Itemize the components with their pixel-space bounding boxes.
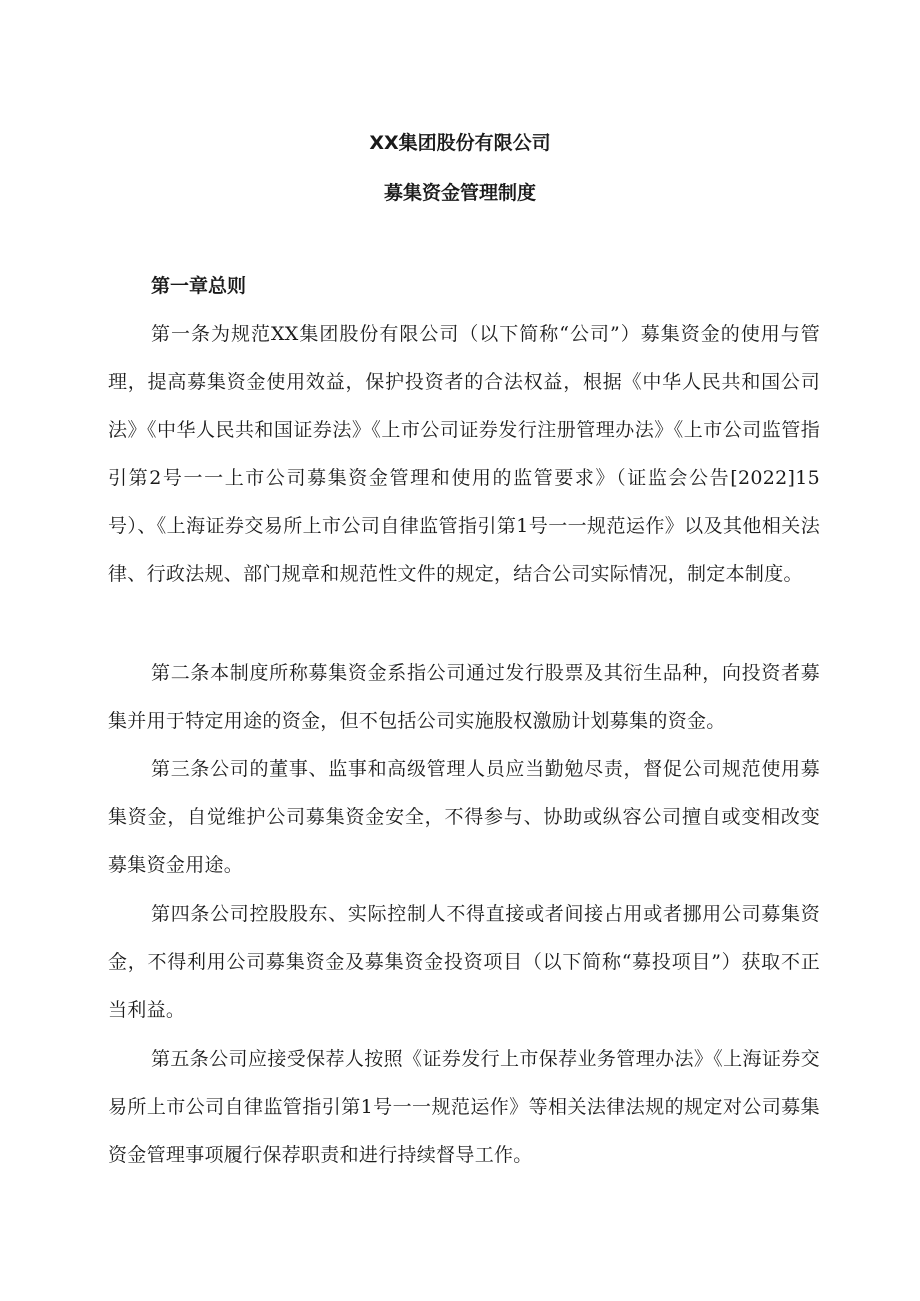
article-1: 第一条为规范XX集团股份有限公司（以下简称“公司”）募集资金的使用与管理，提高募集资金使用效益，保护投资者的合法权益，根据《中华人民共和国公司法》《中华人民共和国证券法》《上市公司证券发行注册管理办法》《上市公司监管指引第2号一一上市公司募集资金管理和使用的监管要求》（证监会公告[2022]15号）、《上海证券交易所上市公司自律监管指引第1号一一规范运作》以及其他相关法律、行政法规、部门规章和规范性文件的规定，结合公司实际情况，制定本制度。 — [108, 323, 820, 585]
article-3: 第三条公司的董事、监事和高级管理人员应当勤勉尽责，督促公司规范使用募集资金，自觉维护公司募集资金安全，不得参与、协助或纵容公司擅自或变相改变募集资金用途。 — [108, 758, 820, 876]
company-title: XX集团股份有限公司 — [369, 132, 551, 154]
article-2: 第二条本制度所称募集资金系指公司通过发行股票及其衍生品种，向投资者募集并用于特定用途的资金，但不包括公司实施股权激励计划募集的资金。 — [108, 662, 820, 732]
chapter-heading: 第一章总则 — [151, 275, 247, 297]
article-5: 第五条公司应接受保荐人按照《证券发行上市保荐业务管理办法》《上海证券交易所上市公司自律监管指引第1号一一规范运作》等相关法律法规的规定对公司募集资金管理事项履行保荐职责和进行持续督导工作。 — [108, 1048, 820, 1166]
document-title: 募集资金管理制度 — [383, 182, 536, 204]
article-4: 第四条公司控股股东、实际控制人不得直接或者间接占用或者挪用公司募集资金，不得利用公司募集资金及募集资金投资项目（以下简称“募投项目”）获取不正当利益。 — [108, 903, 820, 1021]
